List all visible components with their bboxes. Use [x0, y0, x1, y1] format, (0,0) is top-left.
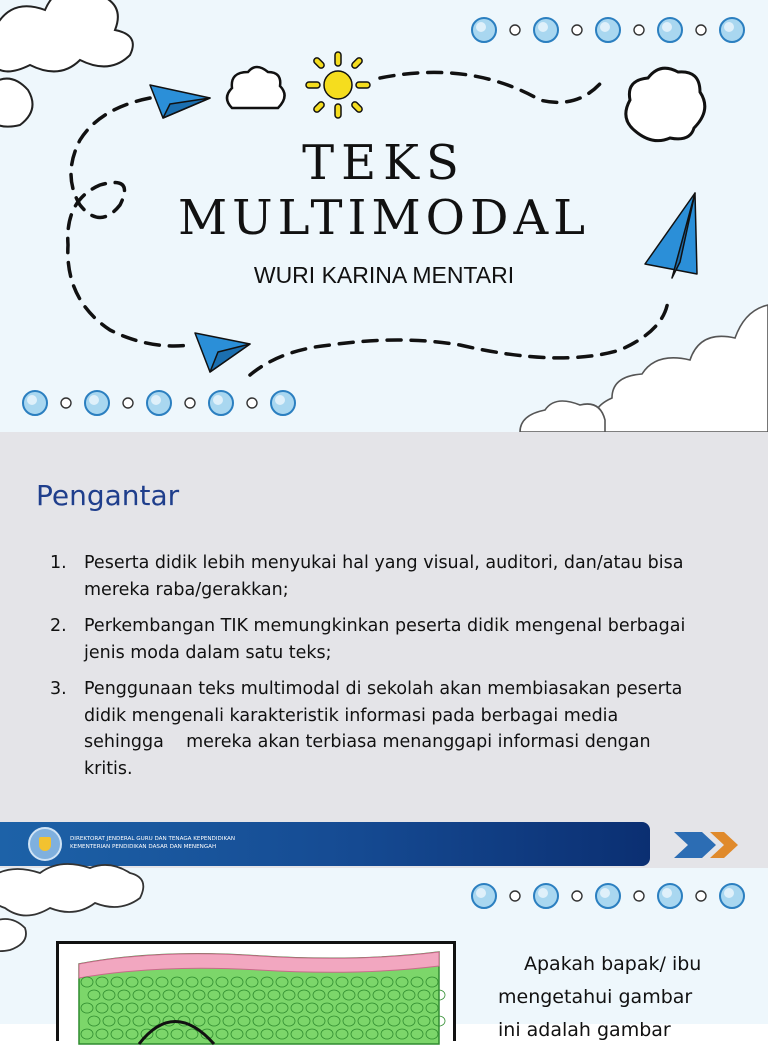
dot-icon [696, 891, 706, 901]
bubble-highlight [275, 395, 285, 405]
cloud-icon [0, 0, 133, 127]
slide-heading: Pengantar [36, 479, 180, 512]
footer-line-2: KEMENTERIAN PENDIDIKAN DASAR DAN MENENGAH [70, 844, 217, 850]
next-arrows-icon [672, 830, 752, 860]
bubble-highlight [538, 888, 548, 898]
bubble-highlight [213, 395, 223, 405]
intro-list [50, 550, 690, 792]
list-text: Peserta didik lebih menyukai hal yang visual, auditori, dan/atau bisa mereka raba/gerakkan; [84, 553, 684, 600]
bubble-highlight [662, 888, 672, 898]
title-slide [0, 0, 768, 432]
bubble-highlight [476, 22, 486, 32]
cloud-icon [0, 864, 143, 951]
sun-icon [306, 52, 370, 118]
introduction-slide [0, 432, 768, 868]
bubble-highlight [724, 888, 734, 898]
cloud-icon [227, 67, 285, 108]
question-line-1: Apakah bapak/ ibu [524, 953, 702, 975]
paper-plane-icon [150, 85, 210, 118]
bubble-row [472, 18, 744, 42]
list-number: 1. [50, 553, 67, 573]
footer-text [70, 835, 235, 851]
list-item [50, 613, 690, 666]
bubble-highlight [600, 22, 610, 32]
bubble-highlight [538, 22, 548, 32]
question-text [498, 948, 748, 1047]
author-name: WURI KARINA MENTARI [253, 262, 515, 288]
footer-bar [0, 822, 650, 866]
list-number: 3. [50, 679, 67, 699]
bubble-highlight [89, 395, 99, 405]
leaf-illustration [59, 944, 459, 1044]
ministry-logo-icon [28, 827, 62, 861]
dot-icon [634, 25, 644, 35]
dot-icon [572, 891, 582, 901]
cloud-icon [520, 305, 768, 432]
bubble-highlight [151, 395, 161, 405]
question-slide [0, 868, 768, 1041]
list-number: 2. [50, 616, 67, 636]
question-line-3: ini adalah gambar [498, 1019, 671, 1041]
dot-icon [61, 398, 71, 408]
dashed-flight-path [250, 300, 668, 375]
list-text: Penggunaan teks multimodal di sekolah akan membiasakan peserta didik mengenali karakteristik informasi pada berbagai media sehingga mereka akan terbiasa menanggapi informasi dengan kritis. [84, 679, 688, 779]
bubble-highlight [27, 395, 37, 405]
question-line-2: mengetahui gambar [498, 986, 693, 1008]
dot-icon [696, 25, 706, 35]
bubble-highlight [662, 22, 672, 32]
bubble-highlight [724, 22, 734, 32]
footer-line-1: DIREKTORAT JENDERAL GURU DAN TENAGA KEPENDIDIKAN [70, 836, 236, 842]
bubble-highlight [600, 888, 610, 898]
dot-icon [634, 891, 644, 901]
paper-plane-icon [195, 333, 250, 372]
title-line-1: TEKS [302, 135, 466, 191]
bubble-row [472, 884, 744, 908]
list-text: Perkembangan TIK memungkinkan peserta didik mengenal berbagai jenis moda dalam satu teks; [84, 616, 686, 663]
dot-icon [510, 891, 520, 901]
dot-icon [572, 25, 582, 35]
cloud-icon [626, 68, 705, 141]
list-item [50, 676, 690, 782]
dot-icon [123, 398, 133, 408]
title-line-2: MULTIMODAL [177, 190, 591, 246]
dot-icon [510, 25, 520, 35]
list-item [50, 550, 690, 603]
dashed-flight-path [380, 72, 605, 102]
dot-icon [185, 398, 195, 408]
leaf-cross-section-image [56, 941, 456, 1041]
bubble-row [23, 391, 295, 415]
bubble-highlight [476, 888, 486, 898]
dot-icon [247, 398, 257, 408]
